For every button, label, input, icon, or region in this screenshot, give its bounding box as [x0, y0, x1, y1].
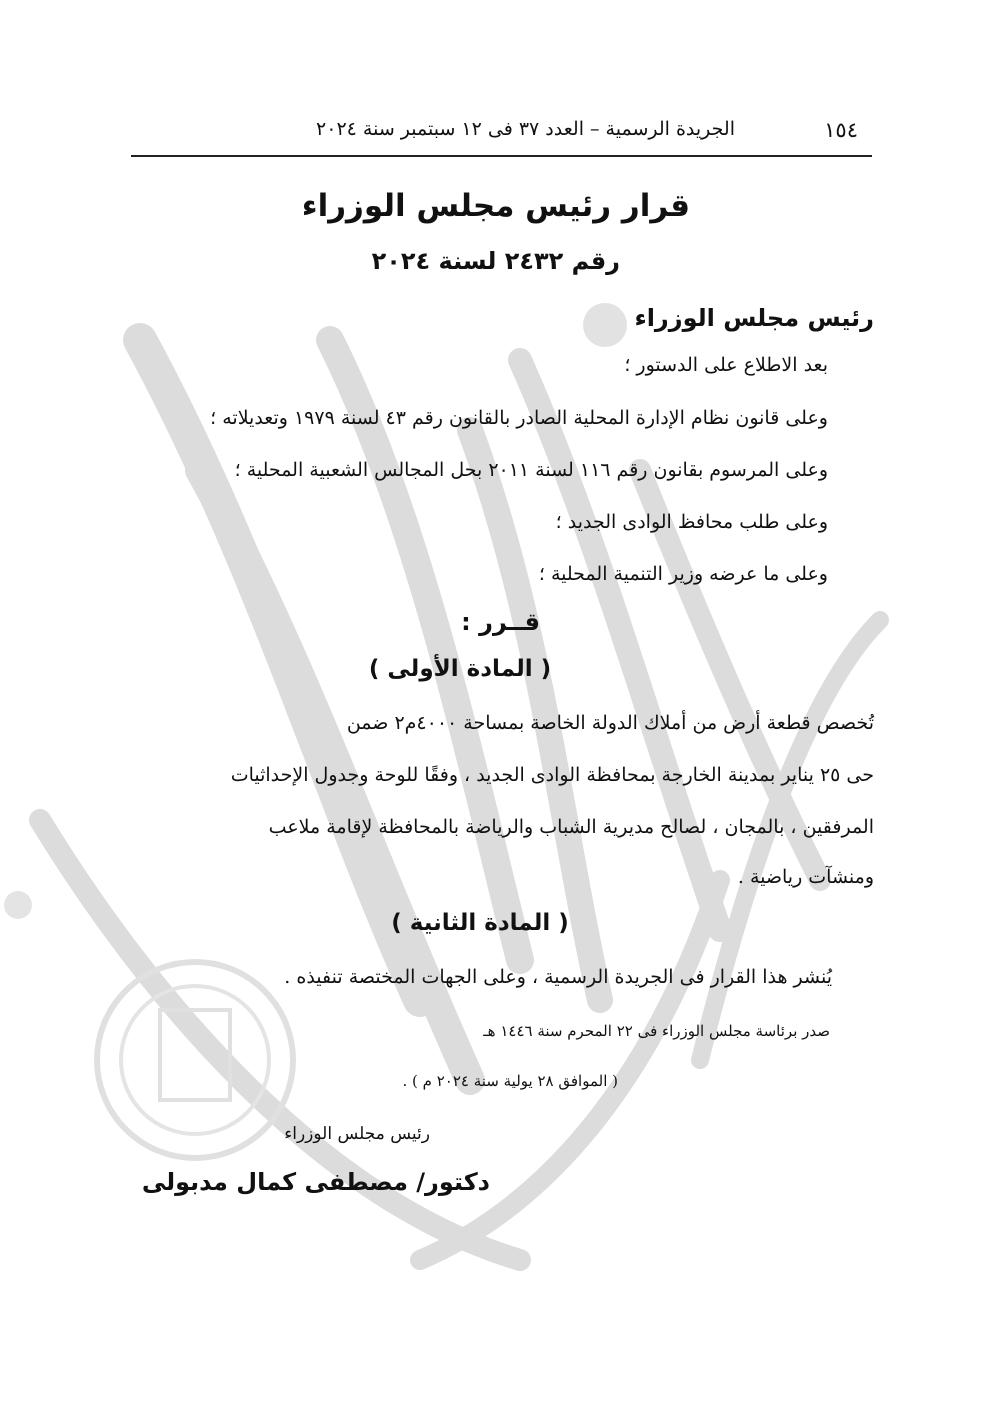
article-1-heading: ( المادة الأولى ): [368, 656, 552, 682]
decree-number: رقم ٢٤٣٢ لسنة ٢٠٢٤: [371, 247, 620, 275]
decree-title: قرار رئيس مجلس الوزراء: [301, 188, 690, 224]
article-1-line: تُخصص قطعة أرض من أملاك الدولة الخاصة بمساحة ٤٠٠٠م٢ ضمن: [346, 712, 874, 734]
signatory-title: رئيس مجلس الوزراء: [284, 1124, 430, 1144]
header-divider: [131, 155, 872, 157]
preamble-line: وعلى ما عرضه وزير التنمية المحلية ؛: [538, 563, 828, 585]
article-1-line: ومنشآت رياضية .: [737, 866, 874, 888]
issued-date: صدر برئاسة مجلس الوزراء فى ٢٢ المحرم سنة ١٤٤٦ هـ: [483, 1022, 830, 1040]
article-2-heading: ( المادة الثانية ): [391, 910, 569, 936]
article-2-text: يُنشر هذا القرار فى الجريدة الرسمية ، وعلى الجهات المختصة تنفيذه .: [284, 966, 832, 988]
preamble-line: وعلى قانون نظام الإدارة المحلية الصادر بالقانون رقم ٤٣ لسنة ١٩٧٩ وتعديلاته ؛: [210, 407, 828, 429]
article-1-line: المرفقين ، بالمجان ، لصالح مديرية الشباب والرياضة بالمحافظة لإقامة ملاعب: [268, 816, 874, 838]
gazette-header: الجريدة الرسمية – العدد ٣٧ فى ١٢ سبتمبر سنة ٢٠٢٤: [316, 118, 735, 140]
issuer-heading: رئيس مجلس الوزراء: [634, 304, 874, 332]
page-number: ١٥٤: [824, 118, 858, 142]
signatory-name: دكتور/ مصطفى كمال مدبولى: [141, 1168, 490, 1196]
decided-heading: قــرر :: [461, 608, 540, 636]
article-1-line: حى ٢٥ يناير بمدينة الخارجة بمحافظة الوادى الجديد ، وفقًا للوحة وجدول الإحداثيات: [230, 764, 874, 786]
preamble-line: وعلى المرسوم بقانون رقم ١١٦ لسنة ٢٠١١ بحل المجالس الشعبية المحلية ؛: [234, 459, 828, 481]
gregorian-date: ( الموافق ٢٨ يولية سنة ٢٠٢٤ م ) .: [402, 1072, 618, 1090]
preamble-line: بعد الاطلاع على الدستور ؛: [624, 354, 828, 376]
preamble-line: وعلى طلب محافظ الوادى الجديد ؛: [555, 511, 828, 533]
